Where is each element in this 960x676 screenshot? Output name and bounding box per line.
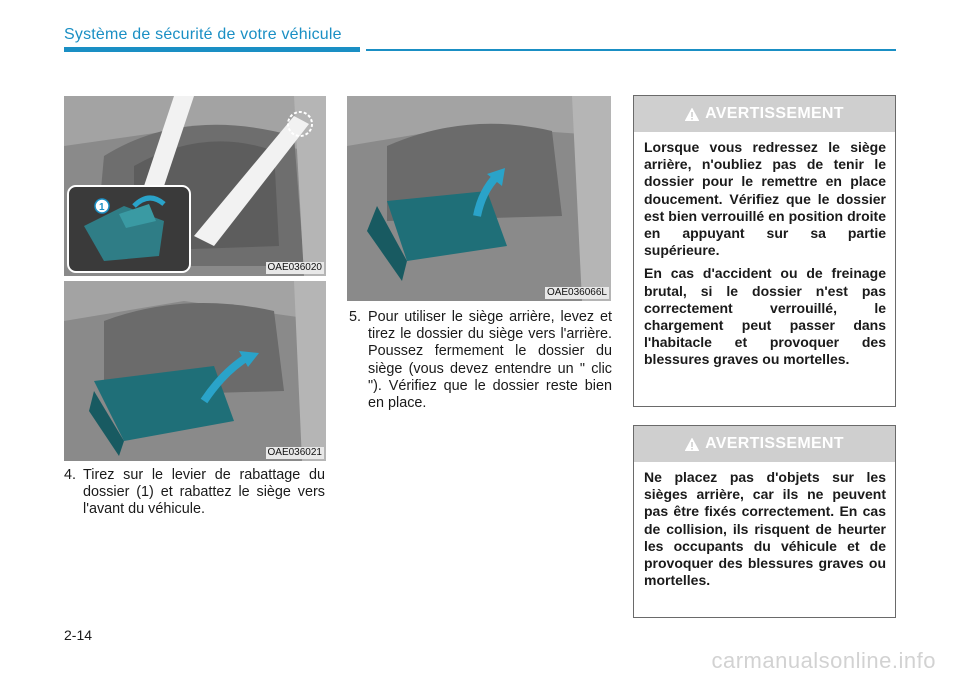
warning-box	[633, 95, 896, 407]
step-text: Pour utiliser le siège arrière, levez et tirez le dossier du siège vers l'arrière. Poussez fermement le dossier du siège (vous devez entendre un " clic "). Vérifiez que le dossier reste bien en place.	[368, 309, 612, 412]
warning-title: AVERTISSEMENT	[705, 105, 844, 122]
seat-folded-illustration	[64, 281, 326, 461]
seat-release-illustration	[64, 96, 326, 276]
warning-text	[634, 462, 895, 589]
illustration-seat-raised	[347, 96, 611, 301]
header-rule-accent	[64, 47, 360, 52]
page-number: 2-14	[64, 627, 93, 643]
image-code: OAE036021	[267, 447, 322, 458]
seat-raised-illustration	[347, 96, 611, 301]
step-text: Tirez sur le levier de rabattage du dossier (1) et rabattez le siège vers l'avant du véhicule.	[83, 467, 325, 518]
warning-text	[634, 132, 895, 369]
image-code: OAE036020	[267, 262, 322, 273]
section-title: Système de sécurité de votre véhicule	[64, 26, 342, 43]
warning-header	[634, 96, 895, 132]
instruction-step-5	[349, 309, 612, 412]
warning-triangle-icon	[685, 108, 699, 121]
header-rule-thin	[366, 49, 896, 51]
warning-header	[634, 426, 895, 462]
image-code: OAE036066L	[546, 287, 607, 298]
illustration-seat-folded	[64, 281, 326, 461]
step-number: 5.	[349, 309, 362, 325]
warning-paragraph: Lorsque vous redressez le siège arrière, n'oubliez pas de tenir le dossier pour le remettre en place doucement. Vérifiez que le dossier est bien verrouillé en position droite en appuyant sur sa partie supérieure.	[644, 139, 886, 259]
step-number: 4.	[64, 467, 77, 483]
warning-box	[633, 425, 896, 618]
callout-number: 1	[99, 202, 105, 213]
warning-paragraph: Ne placez pas d'objets sur les sièges arrière, car ils ne peuvent pas être fixés correctement. En cas de collision, ils risquent de heurter les occupants du véhicule et de provoquer des blessures graves ou mortelles.	[644, 469, 886, 589]
instruction-step-4	[64, 467, 325, 519]
illustration-seat-release-lever	[64, 96, 326, 276]
warning-paragraph: En cas d'accident ou de freinage brutal, si le dossier n'est pas correctement verrouillé, le chargement peut passer dans l'habitacle et provoquer des blessures graves ou mortelles.	[644, 265, 886, 368]
warning-triangle-icon	[685, 438, 699, 451]
watermark: carmanualsonline.info	[711, 648, 936, 673]
warning-title: AVERTISSEMENT	[705, 435, 844, 452]
